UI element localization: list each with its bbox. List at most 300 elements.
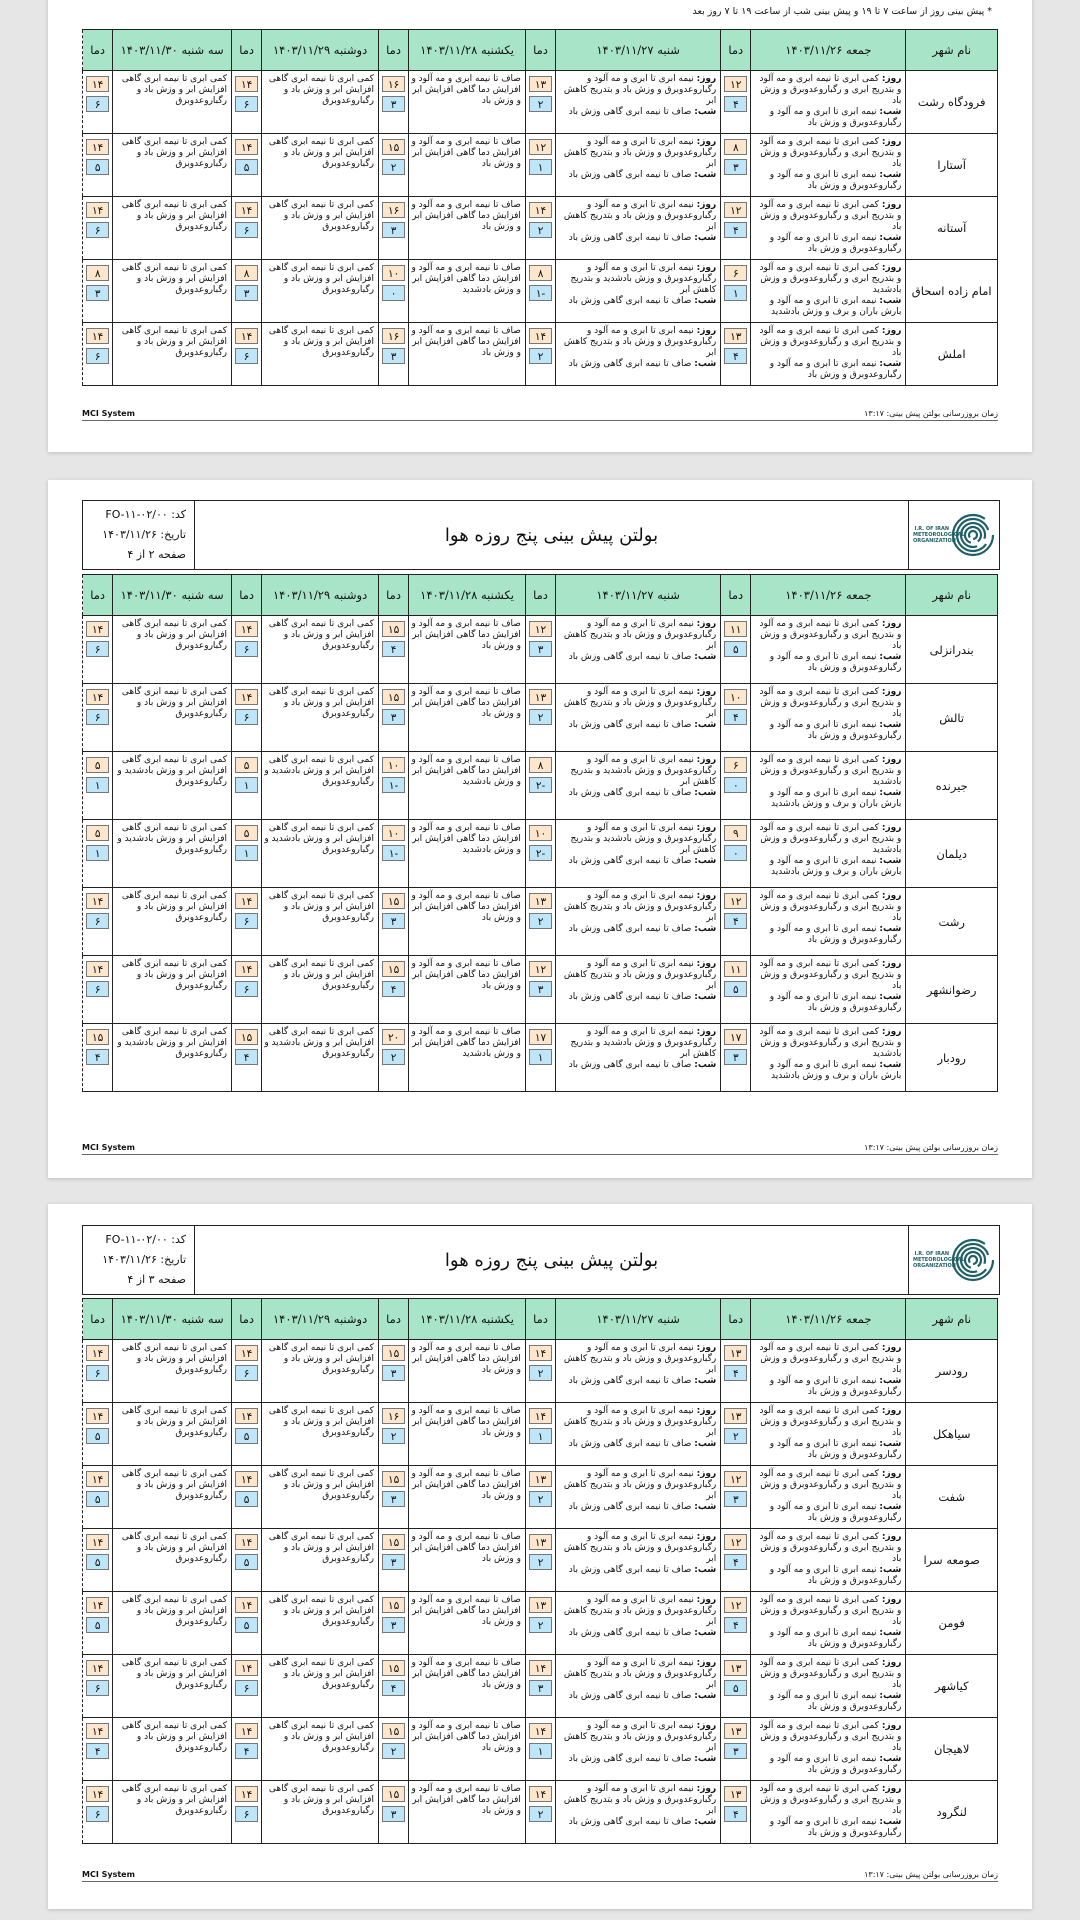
forecast-description <box>262 260 379 323</box>
day-forecast: کمی ابری تا نیمه ابری و مه آلود و بتدریج ابری و رگبار‌وعدوبرق و وزش باد <box>759 687 902 719</box>
temperature-cell <box>721 752 751 820</box>
day-forecast: کمی ابری تا نیمه ابری و مه آلود و بتدریج ابری و رگبار‌وعدوبرق و وزش باد <box>759 200 902 232</box>
forecast-description <box>113 1655 232 1718</box>
night-label: شب: <box>879 359 902 369</box>
max-temperature: ۱۴ <box>86 1786 109 1802</box>
night-label: شب: <box>694 856 717 866</box>
update-time <box>864 409 998 418</box>
column-header-day: یکشنبه ۱۴۰۳/۱۱/۲۸ <box>409 1299 526 1340</box>
night-label: شب: <box>879 1754 902 1764</box>
temperature-cell <box>378 1340 408 1403</box>
day-label: روز: <box>881 137 902 147</box>
meteorological-organization-logo <box>908 1226 999 1294</box>
min-temperature: ۴ <box>235 1743 258 1759</box>
night-forecast: نیمه ابری تا ابری و مه آلود و بارش باران و برف و وزش بادشدید <box>769 856 902 877</box>
night-forecast: صاف تا نیمه ابری گاهی وزش باد <box>568 924 692 934</box>
day-forecast: صاف تا نیمه ابری و مه آلود و افزایش دما گاهی افزایش ابر و وزش باد <box>411 1532 521 1564</box>
night-forecast: نیمه ابری تا ابری و مه آلود و بارش باران و برف و وزش بادشدید <box>769 1060 902 1081</box>
min-temperature: ۶ <box>235 709 258 725</box>
min-temperature: ۴ <box>724 348 747 364</box>
max-temperature: ۱۵ <box>382 1597 405 1613</box>
day-forecast: کمی ابری تا نیمه ابری و مه آلود و بتدریج ابری و رگبار‌وعدوبرق و وزش باد <box>759 326 902 358</box>
day-label: روز: <box>881 1658 902 1668</box>
column-header-day: یکشنبه ۱۴۰۳/۱۱/۲۸ <box>409 30 526 71</box>
day-label: روز: <box>881 959 902 969</box>
max-temperature: ۱۵ <box>382 1471 405 1487</box>
system-name: MCI System <box>82 409 135 418</box>
forecast-description <box>556 1718 721 1781</box>
day-forecast: کمی ابری تا نیمه ابری و مه آلود و بتدریج ابری و رگبار‌وعدوبرق و وزش باد <box>759 74 902 106</box>
min-temperature: ۴ <box>724 1617 747 1633</box>
temperature-cell <box>232 71 262 134</box>
update-value: ۱۳:۱۷ <box>864 1143 884 1152</box>
day-forecast: صاف تا نیمه ابری و مه آلود و افزایش دما گاهی افزایش ابر و وزش بادشدید <box>411 1027 521 1059</box>
temperature-cell <box>525 1466 555 1529</box>
min-temperature: ۳ <box>382 913 405 929</box>
night-forecast: نیمه ابری تا ابری و مه آلود و رگبار‌وعدوبرق و وزش باد <box>769 170 902 191</box>
temperature-cell <box>378 71 408 134</box>
night-label: شب: <box>694 107 717 117</box>
night-forecast: صاف تا نیمه ابری گاهی وزش باد <box>568 1439 692 1449</box>
temperature-cell <box>525 1529 555 1592</box>
night-label: شب: <box>879 107 902 117</box>
day-forecast: کمی ابری تا نیمه ابری گاهی افزایش ابر و وزش باد و رگبار‌وعدوبرق <box>268 1658 374 1690</box>
night-label: شب: <box>694 296 717 306</box>
forecast-description <box>556 956 721 1024</box>
temperature-cell <box>232 1529 262 1592</box>
day-label: روز: <box>696 263 717 273</box>
night-forecast: صاف تا نیمه ابری گاهی وزش باد <box>568 1628 692 1638</box>
day-forecast: صاف تا نیمه ابری و مه آلود و افزایش دما گاهی افزایش ابر و وزش باد <box>411 619 521 651</box>
day-forecast: کمی ابری تا نیمه ابری گاهی افزایش ابر و وزش بادشدید و رگبار‌وعدوبرق <box>264 1027 374 1059</box>
night-label: شب: <box>879 1060 902 1070</box>
min-temperature: ۲ <box>529 1491 552 1507</box>
max-temperature: ۱۱ <box>724 961 747 977</box>
day-forecast: صاف تا نیمه ابری و مه آلود و افزایش دما گاهی افزایش ابر و وزش باد <box>411 959 521 991</box>
day-label: روز: <box>696 755 717 765</box>
day-label: روز: <box>881 74 902 84</box>
forecast-description <box>262 1592 379 1655</box>
column-header-day: جمعه ۱۴۰۳/۱۱/۲۶ <box>751 30 906 71</box>
min-temperature: ۳ <box>382 96 405 112</box>
night-label: شب: <box>694 1691 717 1701</box>
city-name: صومعه سرا <box>906 1529 998 1592</box>
day-forecast: صاف تا نیمه ابری و مه آلود و افزایش دما گاهی افزایش ابر و وزش بادشدید <box>411 263 521 295</box>
day-label: روز: <box>696 1784 717 1794</box>
temperature-cell <box>83 1529 113 1592</box>
day-forecast: کمی ابری تا نیمه ابری گاهی افزایش ابر و وزش باد و رگبار‌وعدوبرق <box>268 959 374 991</box>
night-label: شب: <box>879 1817 902 1827</box>
day-forecast: صاف تا نیمه ابری و مه آلود و افزایش دما گاهی افزایش ابر و وزش باد <box>411 687 521 719</box>
table-row <box>83 1403 998 1466</box>
min-temperature: ۳ <box>382 1806 405 1822</box>
city-name: امام زاده اسحاق <box>906 260 998 323</box>
day-forecast: کمی ابری تا نیمه ابری گاهی افزایش ابر و وزش باد و رگبار‌وعدوبرق <box>121 1532 228 1564</box>
min-temperature: ۲ <box>529 709 552 725</box>
min-temperature: ۵ <box>235 159 258 175</box>
forecast-description <box>113 956 232 1024</box>
night-label: شب: <box>694 1628 717 1638</box>
night-forecast: صاف تا نیمه ابری گاهی وزش باد <box>568 170 692 180</box>
table-row <box>83 820 998 888</box>
night-label: شب: <box>694 1502 717 1512</box>
max-temperature: ۱۴ <box>86 1534 109 1550</box>
table-row <box>83 260 998 323</box>
temperature-cell <box>525 134 555 197</box>
forecast-description <box>751 1592 906 1655</box>
table-row <box>83 684 998 752</box>
forecast-description <box>751 1024 906 1092</box>
column-header-temp: دما <box>721 1299 751 1340</box>
day-forecast: نیمه ابری تا ابری و مه آلود و رگبار‌وعدوبرق و وزش باد و بتدریج کاهش ابر <box>563 1721 717 1753</box>
day-label: روز: <box>696 1343 717 1353</box>
forecast-description <box>751 1655 906 1718</box>
city-name: شفت <box>906 1466 998 1529</box>
temperature-cell <box>378 1529 408 1592</box>
temperature-cell <box>232 1466 262 1529</box>
temperature-cell <box>83 1403 113 1466</box>
day-label: روز: <box>696 200 717 210</box>
day-forecast: کمی ابری تا نیمه ابری گاهی افزایش ابر و وزش باد و رگبار‌وعدوبرق <box>268 263 374 295</box>
day-forecast: کمی ابری تا نیمه ابری گاهی افزایش ابر و وزش بادشدید و رگبار‌وعدوبرق <box>264 755 374 787</box>
temperature-cell <box>83 1340 113 1403</box>
min-temperature: ۳ <box>382 709 405 725</box>
temperature-cell <box>721 1466 751 1529</box>
min-temperature: ۲ <box>529 222 552 238</box>
day-forecast: صاف تا نیمه ابری و مه آلود و افزایش دما گاهی افزایش ابر و وزش بادشدید <box>411 755 521 787</box>
column-header-day: سه شنبه ۱۴۰۳/۱۱/۳۰ <box>113 30 232 71</box>
temperature-cell <box>525 1655 555 1718</box>
table-row <box>83 134 998 197</box>
city-name: لاهیجان <box>906 1718 998 1781</box>
forecast-description <box>409 323 526 386</box>
min-temperature: ۲ <box>529 96 552 112</box>
temperature-cell <box>525 820 555 888</box>
night-label: شب: <box>879 992 902 1002</box>
temperature-cell <box>83 1024 113 1092</box>
temperature-cell <box>721 888 751 956</box>
max-temperature: ۱۲ <box>724 1597 747 1613</box>
forecast-description <box>556 134 721 197</box>
min-temperature: ۴ <box>724 222 747 238</box>
temperature-cell <box>378 1403 408 1466</box>
min-temperature: ۲ <box>529 1806 552 1822</box>
max-temperature: ۱۲ <box>724 76 747 92</box>
date-label: تاریخ: <box>160 1253 186 1266</box>
table-row <box>83 71 998 134</box>
min-temperature: ۲ <box>382 1049 405 1065</box>
day-forecast: کمی ابری تا نیمه ابری گاهی افزایش ابر و وزش باد و رگبار‌وعدوبرق <box>268 687 374 719</box>
max-temperature: ۱۶ <box>382 76 405 92</box>
temperature-cell <box>83 323 113 386</box>
forecast-description <box>262 616 379 684</box>
temperature-cell <box>525 888 555 956</box>
temperature-cell <box>83 1781 113 1844</box>
day-label: روز: <box>881 1343 902 1353</box>
night-forecast: صاف تا نیمه ابری گاهی وزش باد <box>568 107 692 117</box>
forecast-description <box>113 1718 232 1781</box>
day-forecast: کمی ابری تا نیمه ابری گاهی افزایش ابر و وزش باد و رگبار‌وعدوبرق <box>268 619 374 651</box>
night-forecast: نیمه ابری تا ابری و مه آلود و رگبار‌وعدوبرق و وزش باد <box>769 1502 902 1523</box>
day-forecast: کمی ابری تا نیمه ابری گاهی افزایش ابر و وزش باد و رگبار‌وعدوبرق <box>268 200 374 232</box>
day-forecast: کمی ابری تا نیمه ابری گاهی افزایش ابر و وزش بادشدید و رگبار‌وعدوبرق <box>117 1027 228 1059</box>
day-label: روز: <box>696 1721 717 1731</box>
max-temperature: ۱۴ <box>86 961 109 977</box>
day-forecast: صاف تا نیمه ابری و مه آلود و افزایش دما گاهی افزایش ابر و وزش باد <box>411 1406 521 1438</box>
day-forecast: کمی ابری تا نیمه ابری گاهی افزایش ابر و وزش بادشدید و رگبار‌وعدوبرق <box>117 823 228 855</box>
forecast-description <box>113 1466 232 1529</box>
min-temperature: ۴ <box>382 641 405 657</box>
max-temperature: ۱۴ <box>86 1597 109 1613</box>
column-header-temp: دما <box>721 30 751 71</box>
max-temperature: ۱۴ <box>529 202 552 218</box>
min-temperature: -۱ <box>382 777 405 793</box>
min-temperature: ۵ <box>235 1491 258 1507</box>
max-temperature: ۱۲ <box>529 139 552 155</box>
forecast-description <box>409 684 526 752</box>
min-temperature: ۶ <box>86 641 109 657</box>
table-header-row <box>83 30 998 71</box>
column-header-temp: دما <box>83 575 113 616</box>
day-label: روز: <box>696 959 717 969</box>
max-temperature: ۱۰ <box>724 689 747 705</box>
min-temperature: ۰ <box>382 285 405 301</box>
forecast-description <box>751 134 906 197</box>
column-header-temp: دما <box>378 575 408 616</box>
page-footer <box>82 409 998 421</box>
max-temperature: ۵ <box>86 757 109 773</box>
min-temperature: ۲ <box>529 913 552 929</box>
day-forecast: کمی ابری تا نیمه ابری گاهی افزایش ابر و وزش باد و رگبار‌وعدوبرق <box>121 263 228 295</box>
max-temperature: ۱۳ <box>529 1471 552 1487</box>
day-forecast: کمی ابری تا نیمه ابری و مه آلود و بتدریج ابری و رگبار‌وعدوبرق و وزش بادشدید <box>759 1027 902 1059</box>
forecast-description <box>751 888 906 956</box>
forecast-description <box>262 956 379 1024</box>
night-forecast: نیمه ابری تا ابری و مه آلود و رگبار‌وعدوبرق و وزش باد <box>769 652 902 673</box>
temperature-cell <box>232 1781 262 1844</box>
day-label: روز: <box>696 619 717 629</box>
max-temperature: ۲۰ <box>382 1029 405 1045</box>
temperature-cell <box>83 888 113 956</box>
max-temperature: ۱۴ <box>86 893 109 909</box>
forecast-description <box>751 1466 906 1529</box>
min-temperature: ۲ <box>529 348 552 364</box>
day-forecast: نیمه ابری تا ابری و مه آلود و رگبار‌وعدوبرق و وزش بادشدید و بتدریج کاهش ابر <box>570 823 717 855</box>
night-forecast: نیمه ابری تا ابری و مه آلود و رگبار‌وعدوبرق و وزش باد <box>769 1439 902 1460</box>
temperature-cell <box>232 134 262 197</box>
forecast-description <box>113 260 232 323</box>
temperature-cell <box>721 1340 751 1403</box>
day-forecast: کمی ابری تا نیمه ابری گاهی افزایش ابر و وزش باد و رگبار‌وعدوبرق <box>268 1469 374 1501</box>
day-forecast: کمی ابری تا نیمه ابری و مه آلود و بتدریج ابری و رگبار‌وعدوبرق و وزش باد <box>759 1532 902 1564</box>
city-name: رضوانشهر <box>906 956 998 1024</box>
forecast-table <box>82 29 998 386</box>
forecast-description <box>556 1340 721 1403</box>
night-label: شب: <box>694 1565 717 1575</box>
forecast-description <box>751 71 906 134</box>
min-temperature: ۱ <box>86 777 109 793</box>
day-forecast: صاف تا نیمه ابری و مه آلود و افزایش دما گاهی افزایش ابر و وزش باد <box>411 891 521 923</box>
column-header-temp: دما <box>378 30 408 71</box>
max-temperature: ۱۴ <box>235 202 258 218</box>
max-temperature: ۱۵ <box>86 1029 109 1045</box>
city-name: فرودگاه رشت <box>906 71 998 134</box>
total-pages: ۴ <box>127 548 134 561</box>
temperature-cell <box>525 684 555 752</box>
temperature-cell <box>232 1592 262 1655</box>
night-forecast: صاف تا نیمه ابری گاهی وزش باد <box>568 720 692 730</box>
day-forecast: کمی ابری تا نیمه ابری گاهی افزایش ابر و وزش باد و رگبار‌وعدوبرق <box>121 1343 228 1375</box>
min-temperature: ۳ <box>724 159 747 175</box>
day-forecast: کمی ابری تا نیمه ابری گاهی افزایش ابر و وزش باد و رگبار‌وعدوبرق <box>268 326 374 358</box>
max-temperature: ۱۲ <box>724 1471 747 1487</box>
day-forecast: صاف تا نیمه ابری و مه آلود و افزایش دما گاهی افزایش ابر و وزش باد <box>411 1595 521 1627</box>
forecast-description <box>751 1529 906 1592</box>
system-name: MCI System <box>82 1143 135 1152</box>
day-label: روز: <box>696 1027 717 1037</box>
day-label: روز: <box>881 200 902 210</box>
max-temperature: ۵ <box>235 825 258 841</box>
night-label: شب: <box>694 359 717 369</box>
max-temperature: ۱۲ <box>529 961 552 977</box>
column-header-day: شنبه ۱۴۰۳/۱۱/۲۷ <box>556 1299 721 1340</box>
day-forecast: نیمه ابری تا ابری و مه آلود و رگبار‌وعدوبرق و وزش بادشدید و بتدریج کاهش ابر <box>570 263 717 295</box>
city-name: املش <box>906 323 998 386</box>
min-temperature: ۳ <box>724 1743 747 1759</box>
forecast-table <box>82 574 998 1092</box>
day-forecast: کمی ابری تا نیمه ابری گاهی افزایش ابر و وزش باد و رگبار‌وعدوبرق <box>121 687 228 719</box>
max-temperature: ۱۵ <box>382 1345 405 1361</box>
code-label: کد: <box>171 1233 186 1246</box>
temperature-cell <box>721 1403 751 1466</box>
night-label: شب: <box>879 233 902 243</box>
min-temperature: ۲ <box>529 1617 552 1633</box>
night-label: شب: <box>694 1754 717 1764</box>
temperature-cell <box>721 1592 751 1655</box>
night-forecast: نیمه ابری تا ابری و مه آلود و بارش باران و برف و وزش بادشدید <box>769 296 902 317</box>
column-header-temp: دما <box>525 30 555 71</box>
min-temperature: ۶ <box>86 1680 109 1696</box>
day-label: روز: <box>881 755 902 765</box>
temperature-cell <box>378 1466 408 1529</box>
night-label: شب: <box>879 652 902 662</box>
max-temperature: ۱۳ <box>529 893 552 909</box>
min-temperature: ۶ <box>235 96 258 112</box>
day-forecast: نیمه ابری تا ابری و مه آلود و رگبار‌وعدوبرق و وزش باد و بتدریج کاهش ابر <box>563 1406 717 1438</box>
table-row <box>83 956 998 1024</box>
min-temperature: ۱ <box>724 285 747 301</box>
night-label: شب: <box>879 856 902 866</box>
night-forecast: صاف تا نیمه ابری گاهی وزش باد <box>568 1691 692 1701</box>
max-temperature: ۱۳ <box>724 1345 747 1361</box>
max-temperature: ۱۰ <box>382 265 405 281</box>
min-temperature: ۴ <box>724 96 747 112</box>
day-forecast: کمی ابری تا نیمه ابری و مه آلود و بتدریج ابری و رگبار‌وعدوبرق و وزش باد <box>759 891 902 923</box>
night-forecast: صاف تا نیمه ابری گاهی وزش باد <box>568 788 692 798</box>
code-label: کد: <box>171 508 186 521</box>
forecast-description <box>262 1529 379 1592</box>
max-temperature: ۱۴ <box>235 621 258 637</box>
temperature-cell <box>525 956 555 1024</box>
day-forecast: کمی ابری تا نیمه ابری گاهی افزایش ابر و وزش باد و رگبار‌وعدوبرق <box>121 1784 228 1816</box>
night-label: شب: <box>694 652 717 662</box>
document-code: FO-۱۱-۰۲/۰۰ <box>105 1233 168 1246</box>
forecast-description <box>113 888 232 956</box>
column-header-day: جمعه ۱۴۰۳/۱۱/۲۶ <box>751 575 906 616</box>
forecast-description <box>556 616 721 684</box>
column-header-temp: دما <box>525 1299 555 1340</box>
max-temperature: ۱۲ <box>724 893 747 909</box>
max-temperature: ۱۴ <box>235 893 258 909</box>
date-row <box>91 525 186 545</box>
forecast-description <box>751 616 906 684</box>
min-temperature: ۰ <box>724 777 747 793</box>
max-temperature: ۱۲ <box>724 1534 747 1550</box>
night-label: شب: <box>694 233 717 243</box>
day-label: روز: <box>881 1784 902 1794</box>
temperature-cell <box>232 820 262 888</box>
max-temperature: ۱۷ <box>529 1029 552 1045</box>
day-forecast: نیمه ابری تا ابری و مه آلود و رگبار‌وعدوبرق و وزش باد و بتدریج کاهش ابر <box>563 687 717 719</box>
min-temperature: ۳ <box>382 1617 405 1633</box>
day-forecast: صاف تا نیمه ابری و مه آلود و افزایش دما گاهی افزایش ابر و وزش باد <box>411 74 521 106</box>
forecast-description <box>409 1024 526 1092</box>
max-temperature: ۱۴ <box>235 328 258 344</box>
forecast-description <box>262 1718 379 1781</box>
table-row <box>83 1466 998 1529</box>
min-temperature: ۴ <box>724 1554 747 1570</box>
max-temperature: ۱۱ <box>724 621 747 637</box>
forecast-description <box>262 323 379 386</box>
forecast-description <box>409 1781 526 1844</box>
day-forecast: کمی ابری تا نیمه ابری گاهی افزایش ابر و وزش باد و رگبار‌وعدوبرق <box>268 891 374 923</box>
city-name: آستانه <box>906 197 998 260</box>
max-temperature: ۱۳ <box>529 1534 552 1550</box>
forecast-description <box>409 260 526 323</box>
forecast-description <box>262 820 379 888</box>
min-temperature: ۳ <box>86 285 109 301</box>
max-temperature: ۸ <box>235 265 258 281</box>
night-forecast: نیمه ابری تا ابری و مه آلود و رگبار‌وعدوبرق و وزش باد <box>769 720 902 741</box>
temperature-cell <box>525 1718 555 1781</box>
day-forecast: نیمه ابری تا ابری و مه آلود و رگبار‌وعدوبرق و وزش باد و بتدریج کاهش ابر <box>563 74 717 106</box>
day-forecast: نیمه ابری تا ابری و مه آلود و رگبار‌وعدوبرق و وزش باد و بتدریج کاهش ابر <box>563 1469 717 1501</box>
temperature-cell <box>232 197 262 260</box>
min-temperature: ۲ <box>382 1428 405 1444</box>
max-temperature: ۱۴ <box>86 1660 109 1676</box>
max-temperature: ۱۴ <box>529 1660 552 1676</box>
forecast-description <box>409 1655 526 1718</box>
max-temperature: ۸ <box>529 265 552 281</box>
forecast-description <box>556 752 721 820</box>
night-label: شب: <box>694 924 717 934</box>
forecast-description <box>113 134 232 197</box>
temperature-cell <box>83 956 113 1024</box>
temperature-cell <box>232 323 262 386</box>
forecast-description <box>751 1403 906 1466</box>
city-name: فومن <box>906 1592 998 1655</box>
min-temperature: ۴ <box>382 1680 405 1696</box>
table-row <box>83 1592 998 1655</box>
day-forecast: صاف تا نیمه ابری و مه آلود و افزایش دما گاهی افزایش ابر و وزش باد <box>411 1721 521 1753</box>
day-forecast: کمی ابری تا نیمه ابری و مه آلود و بتدریج ابری و رگبار‌وعدوبرق و وزش باد <box>759 619 902 651</box>
day-label: روز: <box>881 326 902 336</box>
forecast-time-note: * پیش بینی روز از ساعت ۷ تا ۱۹ و پیش بینی شب از ساعت ۱۹ تا ۷ روز بعد <box>692 6 992 17</box>
day-forecast: کمی ابری تا نیمه ابری گاهی افزایش ابر و وزش باد و رگبار‌وعدوبرق <box>268 1595 374 1627</box>
day-label: روز: <box>881 619 902 629</box>
temperature-cell <box>232 752 262 820</box>
day-forecast: کمی ابری تا نیمه ابری گاهی افزایش ابر و وزش باد و رگبار‌وعدوبرق <box>268 1721 374 1753</box>
